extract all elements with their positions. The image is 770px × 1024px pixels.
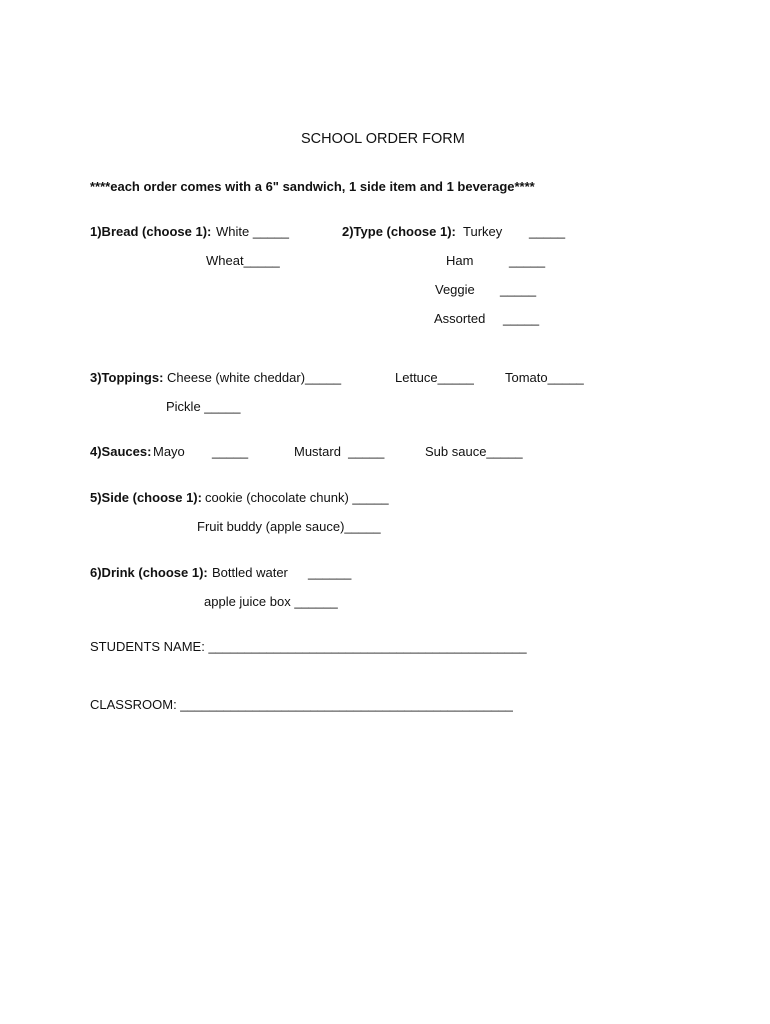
type-veggie-blank[interactable]: _____ (500, 282, 537, 297)
drink-label: 6)Drink (choose 1): (90, 565, 208, 580)
page-title: SCHOOL ORDER FORM (301, 131, 465, 147)
side-label: 5)Side (choose 1): (90, 490, 202, 505)
type-turkey-blank[interactable]: _____ (529, 224, 566, 239)
drink-water-blank[interactable]: ______ (308, 565, 352, 580)
side-fruit-buddy-option[interactable]: Fruit buddy (apple sauce)_____ (197, 519, 381, 534)
toppings-label: 3)Toppings: (90, 370, 164, 385)
sauces-mustard-option[interactable]: Mustard _____ (294, 444, 385, 459)
bread-white-option[interactable]: White _____ (216, 224, 289, 239)
intro-note: ****each order comes with a 6" sandwich, 1 side item and 1 beverage**** (90, 179, 535, 194)
toppings-lettuce-option[interactable]: Lettuce_____ (395, 370, 474, 385)
type-ham-label: Ham (446, 253, 474, 268)
toppings-tomato-option[interactable]: Tomato_____ (505, 370, 584, 385)
toppings-pickle-option[interactable]: Pickle _____ (166, 399, 241, 414)
sauces-sub-sauce-option[interactable]: Sub sauce_____ (425, 444, 523, 459)
students-name-field[interactable]: STUDENTS NAME: ____________________________________________ (90, 639, 527, 654)
bread-wheat-option[interactable]: Wheat_____ (206, 253, 280, 268)
sauces-mayo-blank[interactable]: _____ (212, 444, 249, 459)
drink-apple-juice-option[interactable]: apple juice box ______ (204, 594, 338, 609)
side-cookie-option[interactable]: cookie (chocolate chunk) _____ (205, 490, 389, 505)
type-veggie-label: Veggie (435, 282, 475, 297)
toppings-cheese-option[interactable]: Cheese (white cheddar)_____ (167, 370, 342, 385)
type-assorted-blank[interactable]: _____ (503, 311, 540, 326)
type-label: 2)Type (choose 1): (342, 224, 456, 239)
type-assorted-label: Assorted (434, 311, 486, 326)
type-ham-blank[interactable]: _____ (509, 253, 546, 268)
sauces-label: 4)Sauces: (90, 444, 152, 459)
bread-label: 1)Bread (choose 1): (90, 224, 212, 239)
drink-water-label: Bottled water (212, 565, 288, 580)
sauces-mayo-label: Mayo (153, 444, 185, 459)
classroom-field[interactable]: CLASSROOM: ______________________________________________ (90, 697, 513, 712)
type-turkey-label: Turkey (463, 224, 503, 239)
